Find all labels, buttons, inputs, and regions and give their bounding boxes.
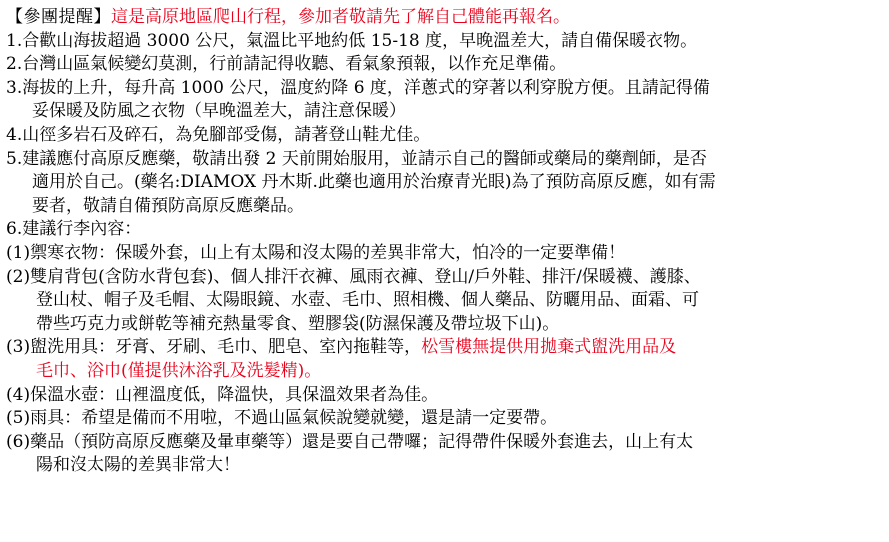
luggage-item-2: (2)雙肩背包(含防水背包套)、個人排汗衣褲、風雨衣褲、登山/戶外鞋、排汗/保暖襪、護膝、 xyxy=(6,266,701,287)
item-5-continued-2: 要者，敬請自備預防高原反應藥品。 xyxy=(32,195,304,216)
item-6-heading: 6.建議行李內容： xyxy=(6,219,142,240)
item-4: 4.山徑多岩石及碎石，為免腳部受傷，請著登山鞋尤佳。 xyxy=(6,124,431,145)
luggage-item-3-text: (3)盥洗用具：牙膏、牙刷、毛巾、肥皂、室內拖鞋等， xyxy=(6,337,422,358)
luggage-item-3 xyxy=(6,336,883,360)
luggage-item-4: (4)保溫水壺：山裡溫度低，降溫快，具保溫效果者為佳。 xyxy=(6,384,439,405)
luggage-item-2-continued-1: 登山杖、帽子及毛帽、太陽眼鏡、水壺、毛巾、照相機、個人藥品、防曬用品、面霜、可 xyxy=(36,290,699,311)
luggage-item-3-warning: 松雪樓無提供用拋棄式盥洗用品及 xyxy=(421,337,677,358)
item-5: 5.建議應付高原反應藥，敬請出發 2 天前開始服用，並請示自己的醫師或藥局的藥劑師，是否 xyxy=(6,148,707,169)
luggage-item-1: (1)禦寒衣物：保暖外套，山上有太陽和沒太陽的差異非常大，怕冷的一定要準備！ xyxy=(6,242,626,263)
notice-tag: 【參團提醒】 xyxy=(6,7,111,27)
notice-text: 這是高原地區爬山行程，參加者敬請先了解自己體能再報名。 xyxy=(111,7,570,27)
luggage-item-5: (5)雨具：希望是備而不用啦，不過山區氣候說變就變，還是請一定要帶。 xyxy=(6,408,558,429)
item-1: 1.合歡山海拔超過 3000 公尺，氣溫比平地約低 15-18 度，早晚溫差大，請自備保暖衣物。 xyxy=(6,30,698,51)
item-3-continued: 妥保暖及防風之衣物（早晚溫差大，請注意保暖） xyxy=(32,101,406,122)
luggage-item-2-continued-2: 帶些巧克力或餅乾等補充熱量零食、塑膠袋(防濕保護及帶垃圾下山)。 xyxy=(36,313,560,334)
item-2: 2.台灣山區氣候變幻莫測，行前請記得收聽、看氣象預報，以作充足準備。 xyxy=(6,54,567,75)
luggage-item-3-warning-continued: 毛巾、浴巾(僅提供沐浴乳及洗髮精)。 xyxy=(36,360,322,381)
item-3: 3.海拔的上升，每升高 1000 公尺，溫度約降 6 度，洋蔥式的穿著以利穿脫方便。且請記得備 xyxy=(6,77,710,98)
luggage-item-6: (6)藥品（預防高原反應藥及暈車藥等）還是要自己帶囉；記得帶件保暖外套進去，山上有太 xyxy=(6,431,694,452)
luggage-item-6-continued: 陽和沒太陽的差異非常大！ xyxy=(36,455,240,476)
header-line xyxy=(6,6,883,30)
item-5-continued-1: 適用於自己。(藥名:DIAMOX 丹木斯.此藥也適用於治療青光眼)為了預防高原反應，如有需 xyxy=(32,172,716,193)
